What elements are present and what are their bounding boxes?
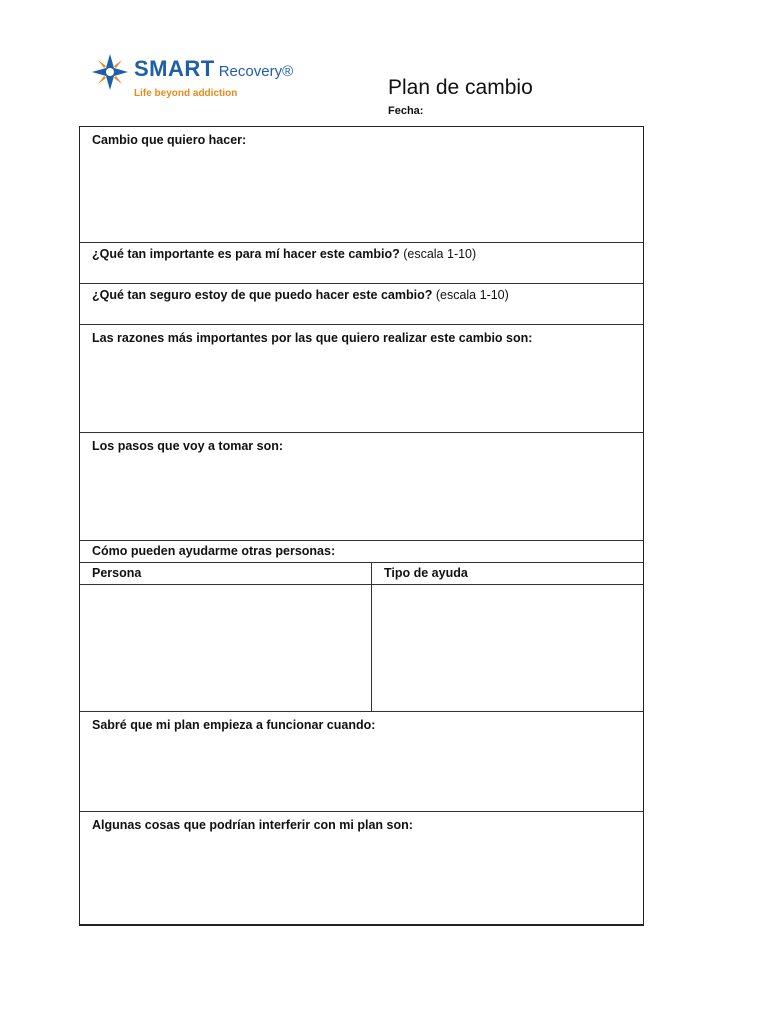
brand-name [134,56,293,82]
person-cell[interactable] [80,585,372,711]
help-type-cell[interactable] [372,585,643,711]
help-type-column-header: Tipo de ayuda [384,566,468,580]
brand-tagline: Life beyond addiction [134,88,238,99]
steps-label: Los pasos que voy a tomar son: [92,439,284,453]
confidence-field[interactable] [80,284,643,325]
importance-field[interactable] [80,243,643,284]
working-field[interactable] [80,712,643,812]
confidence-label: ¿Qué tan seguro estoy de que puedo hacer este cambio? [92,288,433,302]
date-label[interactable]: Fecha: [388,105,424,117]
reasons-label: Las razones más importantes por las que quiero realizar este cambio son: [92,331,533,345]
importance-label: ¿Qué tan importante es para mí hacer este cambio? [92,247,400,261]
interfere-label: Algunas cosas que podrían interferir con mi plan son: [92,818,413,832]
reasons-field[interactable] [80,325,643,433]
change-plan-form [79,126,644,926]
interfere-field[interactable] [80,812,643,924]
help-header-row [80,541,643,563]
importance-scale: (escala 1-10) [403,247,477,261]
brand-recovery: Recovery® [218,63,294,80]
change-field[interactable] [80,127,643,243]
working-label: Sabré que mi plan empieza a funcionar cuando: [92,718,376,732]
change-label: Cambio que quiero hacer: [92,133,247,147]
help-entry-row [80,585,643,712]
help-label: Cómo pueden ayudarme otras personas: [92,544,336,558]
person-column-header: Persona [80,563,372,584]
steps-field[interactable] [80,433,643,541]
smart-recovery-logo [86,48,316,110]
brand-smart: SMART [134,56,215,81]
page-title: Plan de cambio [388,76,533,99]
compass-star-icon [92,54,128,90]
confidence-scale: (escala 1-10) [435,288,509,302]
help-columns-header [80,563,643,585]
